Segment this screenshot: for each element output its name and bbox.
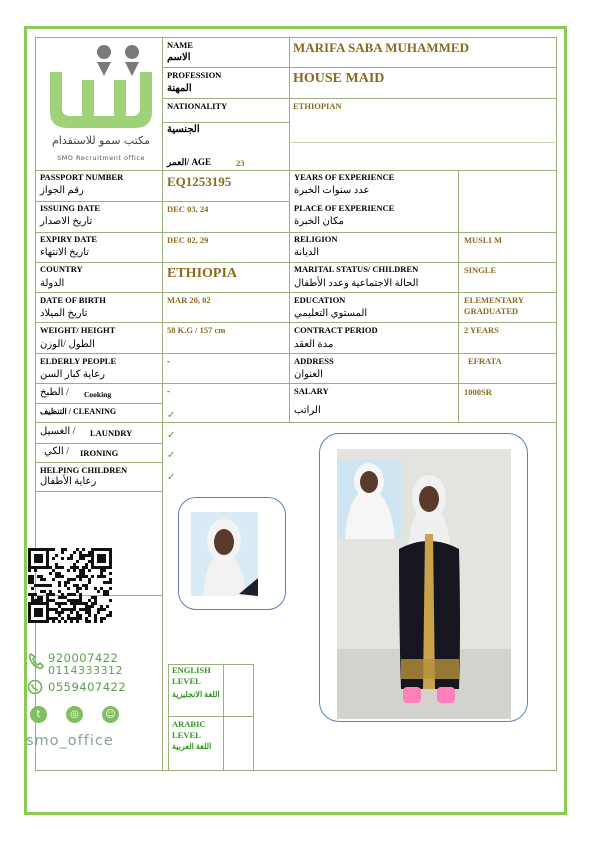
elderly-label-ar: رعاية كبار السن <box>40 369 105 380</box>
salary-value: 1000SR <box>464 387 492 397</box>
cooking-label-ar: الطبخ / <box>40 387 69 398</box>
whatsapp-icon <box>27 679 43 695</box>
profession-value: HOUSE MAID <box>293 71 385 86</box>
experience-place-label: PLACE OF EXPERIENCE <box>294 203 395 213</box>
profession-label: PROFESSION <box>167 70 222 80</box>
qr-code-graphic <box>27 547 113 623</box>
expiry-date-label: EXPIRY DATE <box>40 234 98 244</box>
laundry-label-ar: الغسيل / <box>40 426 76 437</box>
english-level-label-ar: اللغة الانجليزية <box>172 690 220 699</box>
address-label-ar: العنوان <box>294 369 323 380</box>
nationality-value: ETHIOPIAN <box>293 101 342 111</box>
experience-years-label: YEARS OF EXPERIENCE <box>294 172 395 182</box>
age-label: العمر/ AGE <box>167 157 212 167</box>
full-body-photo <box>337 449 511 719</box>
laundry-check-icon: ✓ <box>167 430 176 441</box>
country-label-ar: الدولة <box>40 278 65 289</box>
phone-number-1[interactable]: 920007422 <box>48 651 119 665</box>
experience-place-label-ar: مكان الخبرة <box>294 216 344 227</box>
country-label: COUNTRY <box>40 264 83 274</box>
company-logo <box>42 42 160 170</box>
instagram-icon[interactable]: ◎ <box>66 706 83 723</box>
salary-label-ar: الراتب <box>294 405 321 416</box>
arabic-level-label: ARABIC LEVEL <box>172 719 206 740</box>
phone-number-2[interactable]: 0114333312 <box>48 664 123 677</box>
ironing-label-ar: الكي / <box>44 446 69 457</box>
religion-label: RELIGION <box>294 234 338 244</box>
experience-years-label-ar: عدد سنوات الخبرة <box>294 185 370 196</box>
logo-text-ar: مكتب سمو للاستقدام <box>52 134 150 147</box>
profession-label-ar: المهنة <box>167 83 192 94</box>
education-value: ELEMENTARY GRADUATED <box>464 295 524 316</box>
elderly-value: - <box>167 356 170 366</box>
name-label: NAME <box>167 40 193 50</box>
address-label: ADDRESS <box>294 356 334 366</box>
marital-label: MARITAL STATUS/ CHILDREN <box>294 264 419 274</box>
weight-height-label: WEIGHT/ HEIGHT <box>40 325 116 335</box>
expiry-date-label-ar: تاريخ الانتهاء <box>40 247 90 258</box>
nationality-label-ar: الجنسية <box>167 124 200 135</box>
grid-line <box>458 170 459 422</box>
grid-line <box>162 37 163 771</box>
education-label-ar: المستوي التعليمي <box>294 308 368 319</box>
cleaning-label: التنظيف / CLEANING <box>40 407 117 416</box>
name-value: MARIFA SABA MUHAMMED <box>293 40 469 55</box>
helping-children-check-icon: ✓ <box>167 472 176 483</box>
contract-label: CONTRACT PERIOD <box>294 325 378 335</box>
elderly-label: ELDERLY PEOPLE <box>40 356 117 366</box>
dob-value: MAR 20, 02 <box>167 295 211 305</box>
logo-mark <box>42 42 160 134</box>
issuing-date-value: DEC 03, 24 <box>167 204 209 214</box>
helping-children-label: HELPING CHILDREN <box>40 465 128 475</box>
qr-code[interactable] <box>27 547 113 623</box>
whatsapp-number[interactable]: 0559407422 <box>48 680 127 694</box>
portrait-photo <box>179 498 285 609</box>
english-level-label: ENGLISH LEVEL <box>172 665 211 686</box>
salary-label: SALARY <box>294 386 329 396</box>
weight-height-label-ar: الطول /الوزن <box>40 339 95 350</box>
laundry-label: LAUNDRY <box>90 428 133 438</box>
issuing-date-label-ar: تاريخ الاصدار <box>40 216 93 227</box>
cleaning-check-icon: ✓ <box>167 410 176 421</box>
phone-icon <box>28 652 44 670</box>
contract-value: 2 YEARS <box>464 325 499 335</box>
cooking-value: - <box>167 386 170 396</box>
nationality-label: NATIONALITY <box>167 101 228 111</box>
age-value: 23 <box>236 158 245 168</box>
twitter-icon[interactable]: t <box>30 706 47 723</box>
portrait-photo-frame <box>178 497 286 610</box>
logo-text-en: SMO Recruitment office <box>57 154 145 162</box>
passport-label: PASSPORT NUMBER <box>40 172 124 182</box>
issuing-date-label: ISSUING DATE <box>40 203 101 213</box>
snapchat-icon[interactable]: ☺ <box>102 706 119 723</box>
expiry-date-value: DEC 02, 29 <box>167 235 209 245</box>
address-value: EFRATA <box>468 356 502 366</box>
ironing-check-icon: ✓ <box>167 450 176 461</box>
education-label: EDUCATION <box>294 295 346 305</box>
ironing-label: IRONING <box>80 448 119 458</box>
social-handle[interactable]: smo_office <box>26 733 114 749</box>
arabic-level-label-ar: اللغة العربية <box>172 742 212 751</box>
grid-line <box>289 37 290 422</box>
passport-value: EQ1253195 <box>167 174 232 189</box>
country-value: ETHIOPIA <box>167 266 238 281</box>
contract-label-ar: مدة العقد <box>294 339 334 350</box>
religion-value: MUSLI M <box>464 235 503 245</box>
passport-label-ar: رقم الجواز <box>40 185 84 196</box>
cooking-label: Cooking <box>84 390 112 399</box>
marital-value: SINGLE <box>464 265 497 275</box>
dob-label-ar: تاريخ الميلاد <box>40 308 88 319</box>
name-label-ar: الاسم <box>167 52 191 63</box>
religion-label-ar: الديانة <box>294 247 320 258</box>
helping-children-label-ar: رعاية الأطفال <box>40 476 97 487</box>
dob-label: DATE OF BIRTH <box>40 295 106 305</box>
marital-label-ar: الحالة الاجتماعية وعدد الأطفال <box>294 278 419 289</box>
weight-height-value: 58 K.G / 157 cm <box>167 325 226 335</box>
